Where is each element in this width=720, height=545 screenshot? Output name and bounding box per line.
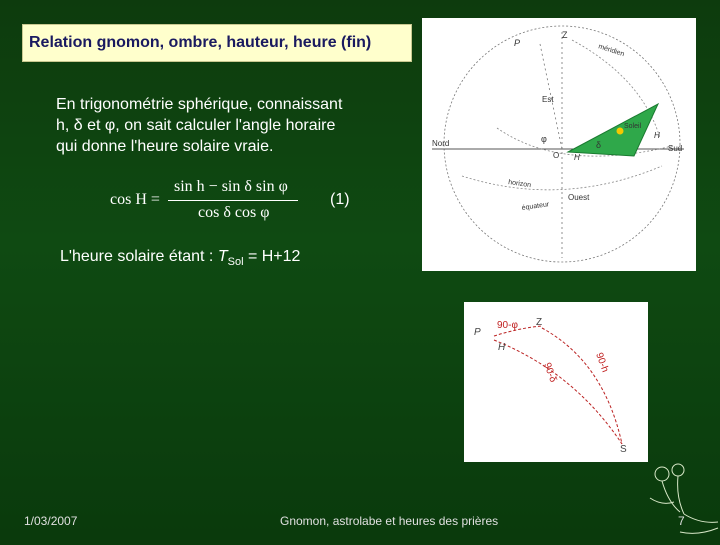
equation-number: (1)	[330, 191, 350, 208]
celestial-sphere-figure	[422, 18, 696, 271]
triangle-label-h: H	[498, 342, 506, 353]
decorative-plant-logo	[640, 462, 720, 540]
label-h-low: H	[574, 153, 580, 162]
footer-title: Gnomon, astrolabe et heures des prières	[280, 514, 499, 528]
label-horizon: horizon	[507, 179, 532, 190]
solar-time-prefix: L'heure solaire étant :	[60, 248, 218, 265]
footer-page-number: 7	[678, 514, 685, 528]
solar-time-subscript: Sol	[227, 256, 244, 269]
label-z: Z	[562, 30, 568, 40]
solar-time-suffix: = H+12	[243, 248, 301, 265]
triangle-label-z: Z	[536, 317, 543, 328]
label-p: P	[514, 38, 521, 48]
label-sud: Sud	[668, 144, 683, 153]
label-delta: δ	[596, 140, 602, 150]
footer-date: 1/03/2007	[24, 514, 78, 528]
spherical-triangle-svg	[464, 302, 648, 462]
plant-icon	[640, 462, 720, 540]
solar-time-T: T	[217, 248, 228, 265]
triangle-label-s: S	[620, 444, 627, 455]
paragraph-line-1: En trigonométrie sphérique, connaissant	[56, 96, 343, 113]
label-est: Est	[542, 95, 554, 104]
celestial-sphere-svg	[422, 18, 696, 271]
body-paragraph	[56, 94, 386, 157]
spherical-triangle-figure	[464, 302, 648, 462]
label-meridien: méridien	[597, 43, 626, 59]
solar-time-line	[60, 248, 300, 268]
sun-icon	[617, 128, 624, 135]
formula-lhs: cos H =	[110, 191, 160, 208]
triangle-label-90-delta: 90-δ	[541, 361, 559, 384]
formula-numerator: sin h − sin δ sin φ	[174, 178, 288, 195]
label-soleil: Soleil	[624, 123, 642, 130]
triangle-label-p: P	[474, 327, 481, 338]
paragraph-line-3: qui donne l'heure solaire vraie.	[56, 138, 274, 155]
label-phi: φ	[541, 134, 547, 144]
formula-denominator: cos δ cos φ	[198, 204, 270, 221]
label-o: O	[553, 151, 560, 160]
slide-title: Relation gnomon, ombre, hauteur, heure (fin)	[22, 24, 412, 62]
label-ouest: Ouest	[568, 193, 590, 202]
triangle-label-90-phi: 90-φ	[497, 320, 518, 331]
paragraph-line-2: h, δ et φ, on sait calculer l'angle horaire	[56, 117, 336, 134]
label-h-right: H	[654, 131, 660, 140]
triangle-label-90-h: 90-h	[593, 351, 611, 374]
label-nord: Nord	[432, 139, 450, 148]
sun-triangle	[568, 104, 658, 156]
fraction-bar	[168, 200, 298, 201]
label-equateur: équateur	[521, 201, 550, 212]
